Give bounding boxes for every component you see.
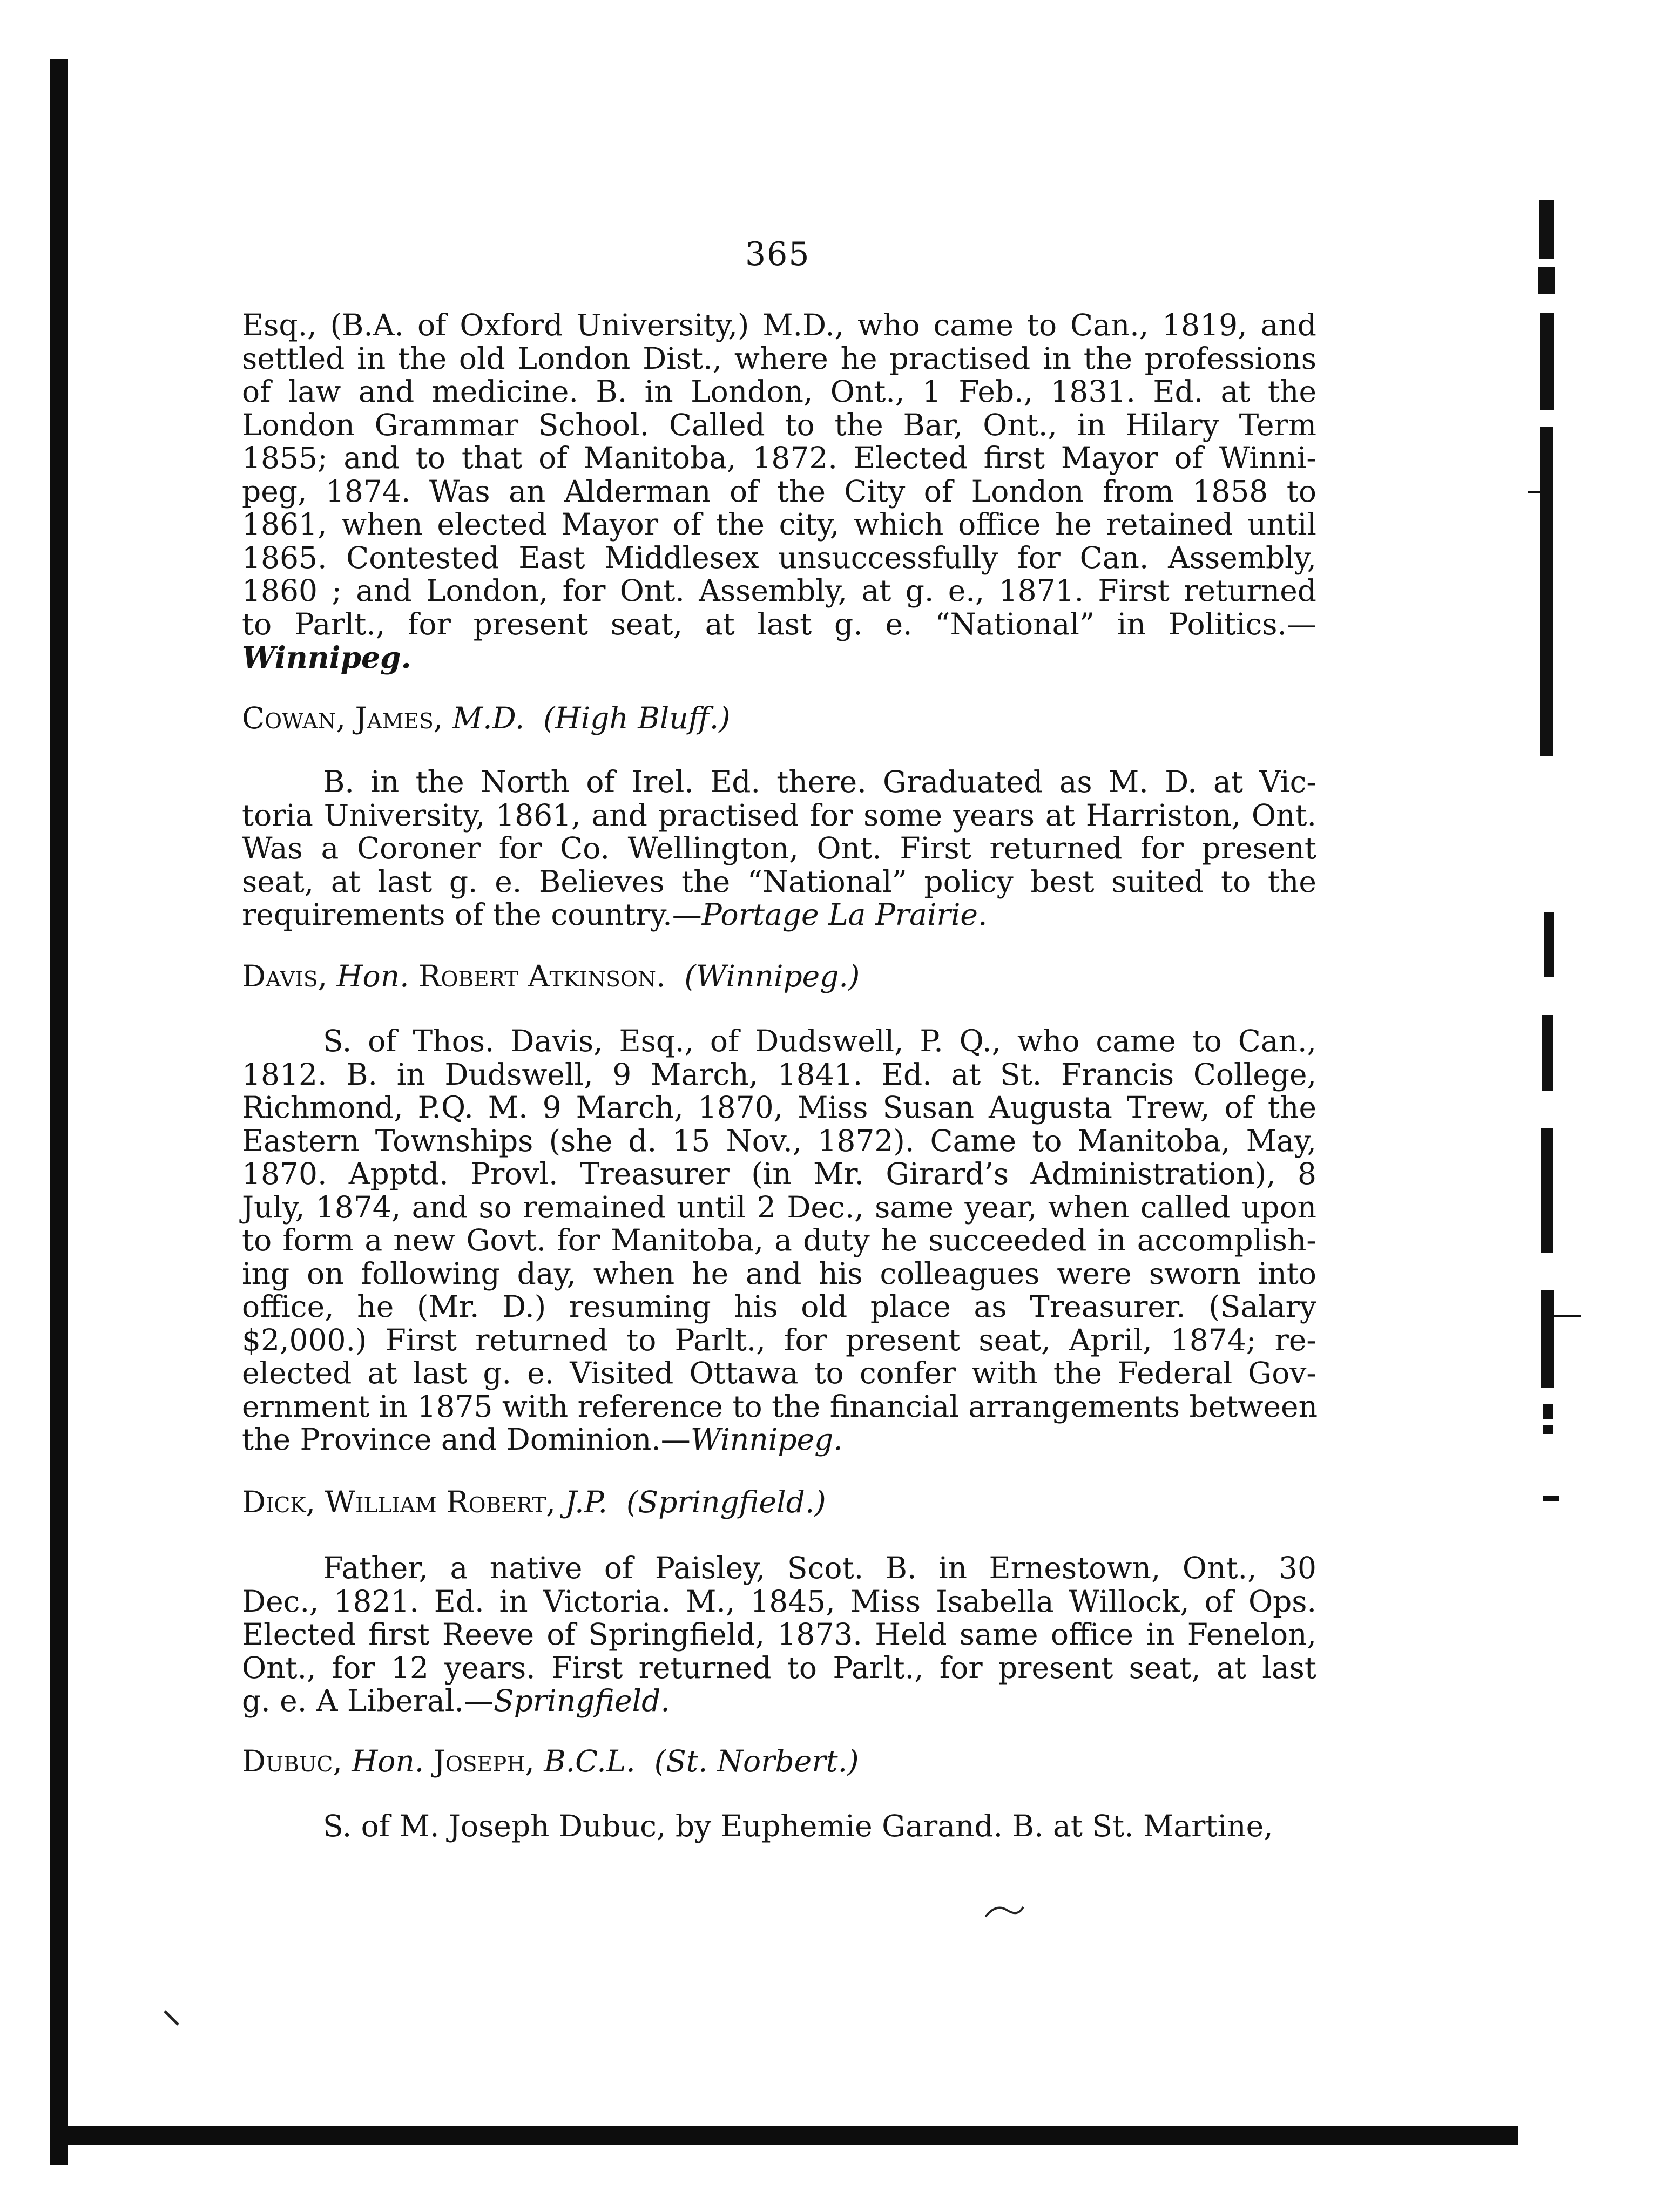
entry-heading-davis: [242, 960, 860, 993]
text-line: elected at last g. e. Visited Ottawa to confer with the Federal Gov-: [242, 1356, 1316, 1390]
surname: Davis,: [242, 959, 328, 993]
entry-dubuc: [242, 1810, 1316, 1843]
text-line: Richmond, P.Q. M. 9 March, 1870, Miss Susan Augusta Trew, of the: [242, 1090, 1316, 1125]
text-line: London Grammar School. Called to the Bar, Ont., in Hilary Term: [242, 407, 1316, 442]
residence: Portage La Prairie.: [701, 897, 988, 932]
residence: Winnipeg.: [242, 640, 411, 675]
text-line: Ont., for 12 years. First returned to Parlt., for present seat, at last: [242, 1650, 1316, 1685]
text-line: Esq., (B.A. of Oxford University,) M.D., who came to Can., 1819, and: [242, 308, 1316, 342]
text-line: 1861, when elected Mayor of the city, which office he retained until: [242, 507, 1316, 542]
text-line: ing on following day, when he and his colleagues were sworn into: [242, 1256, 1316, 1291]
text-line: Was a Coroner for Co. Wellington, Ont. First returned for present: [242, 831, 1316, 865]
surname: Dubuc,: [242, 1744, 342, 1778]
text-line: 1860 ; and London, for Ont. Assembly, at g. e., 1871. First returned: [242, 573, 1316, 608]
text-line: to form a new Govt. for Manitoba, a duty he succeeded in accomplish-: [242, 1223, 1316, 1257]
text-line: settled in the old London Dist., where he practised in the professions: [242, 341, 1316, 376]
text-line: g. e. A Liberal.—Springfield.: [242, 1683, 670, 1718]
bottom-edge-shadow: [50, 2126, 1518, 2145]
honorific: Hon.: [352, 1744, 424, 1778]
text-line: requirements of the country.—Portage La Prairie.: [242, 897, 988, 932]
stray-ink-mark: [983, 1900, 1026, 1922]
riding: (St. Norbert.): [654, 1744, 859, 1778]
honorific: Hon.: [336, 959, 409, 993]
text-line: peg, 1874. Was an Alderman of the City of London from 1858 to: [242, 473, 1316, 509]
entry-continued: [242, 309, 1316, 675]
text-line: office, he (Mr. D.) resuming his old place as Treasurer. (Salary: [242, 1289, 1316, 1324]
title: B.C.L.: [544, 1744, 636, 1778]
text-line: B. in the North of Irel. Ed. there. Graduated as M. D. at Vic-: [323, 765, 1316, 799]
riding: (Winnipeg.): [684, 959, 860, 993]
text-line: S. of Thos. Davis, Esq., of Dudswell, P. Q., who came to Can.,: [323, 1024, 1316, 1058]
title: J.P.: [565, 1485, 607, 1519]
residence: Springfield.: [493, 1683, 670, 1718]
given-names: James,: [355, 701, 443, 735]
text-line: Father, a native of Paisley, Scot. B. in Ernestown, Ont., 30: [323, 1551, 1316, 1585]
right-margin-scan-artifacts: [1528, 178, 1582, 1528]
entry-dick: [242, 1552, 1316, 1718]
riding: (High Bluff.): [543, 701, 731, 735]
riding: (Springfield.): [626, 1485, 826, 1519]
text-line: toria University, 1861, and practised for some years at Harriston, Ont.: [242, 797, 1316, 833]
entry-cowan: [242, 766, 1316, 932]
text-line: 1865. Contested East Middlesex unsuccessfully for Can. Assembly,: [242, 540, 1316, 575]
surname: Dick,: [242, 1485, 315, 1519]
text-line: 1812. B. in Dudswell, 9 March, 1841. Ed. at St. Francis College,: [242, 1057, 1316, 1092]
text-line: [242, 641, 1316, 675]
given-names: Robert Atkinson.: [418, 959, 666, 993]
text-line: to Parlt., for present seat, at last g. e. “National” in Politics.—: [242, 606, 1316, 641]
text-line: S. of M. Joseph Dubuc, by Euphemie Garand. B. at St. Martine,: [323, 1809, 1273, 1843]
text-line: Eastern Townships (she d. 15 Nov., 1872). Came to Manitoba, May,: [242, 1123, 1316, 1158]
given-names: William Robert,: [325, 1485, 556, 1519]
binding-edge-shadow: [50, 59, 68, 2165]
given-names: Joseph,: [433, 1744, 535, 1778]
text-line: 1855; and to that of Manitoba, 1872. Elected first Mayor of Winni-: [242, 441, 1316, 475]
residence: Winnipeg.: [690, 1422, 843, 1457]
entry-heading-dick: [242, 1486, 826, 1519]
text-line: 1870. Apptd. Provl. Treasurer (in Mr. Girard’s Administration), 8: [242, 1156, 1316, 1191]
text-line: Elected first Reeve of Springfield, 1873. Held same office in Fenelon,: [242, 1617, 1316, 1652]
text-line: $2,000.) First returned to Parlt., for present seat, April, 1874; re-: [242, 1322, 1316, 1357]
text-line: of law and medicine. B. in London, Ont., 1 Feb., 1831. Ed. at the: [242, 374, 1316, 409]
stray-ink-mark: [162, 2008, 184, 2030]
text-line: July, 1874, and so remained until 2 Dec., same year, when called upon: [242, 1189, 1316, 1225]
page-number: 365: [745, 235, 811, 273]
title: M.D.: [452, 701, 525, 735]
text-line: the Province and Dominion.—Winnipeg.: [242, 1422, 843, 1457]
entry-heading-cowan: [242, 702, 731, 735]
surname: Cowan,: [242, 701, 346, 735]
entry-heading-dubuc: [242, 1745, 859, 1778]
text-line: ernment in 1875 with reference to the financial arrangements between: [242, 1389, 1318, 1424]
entry-davis: [242, 1025, 1316, 1457]
text-line: seat, at last g. e. Believes the “National” policy best suited to the: [242, 864, 1316, 899]
text-line: Dec., 1821. Ed. in Victoria. M., 1845, Miss Isabella Willock, of Ops.: [242, 1584, 1316, 1619]
